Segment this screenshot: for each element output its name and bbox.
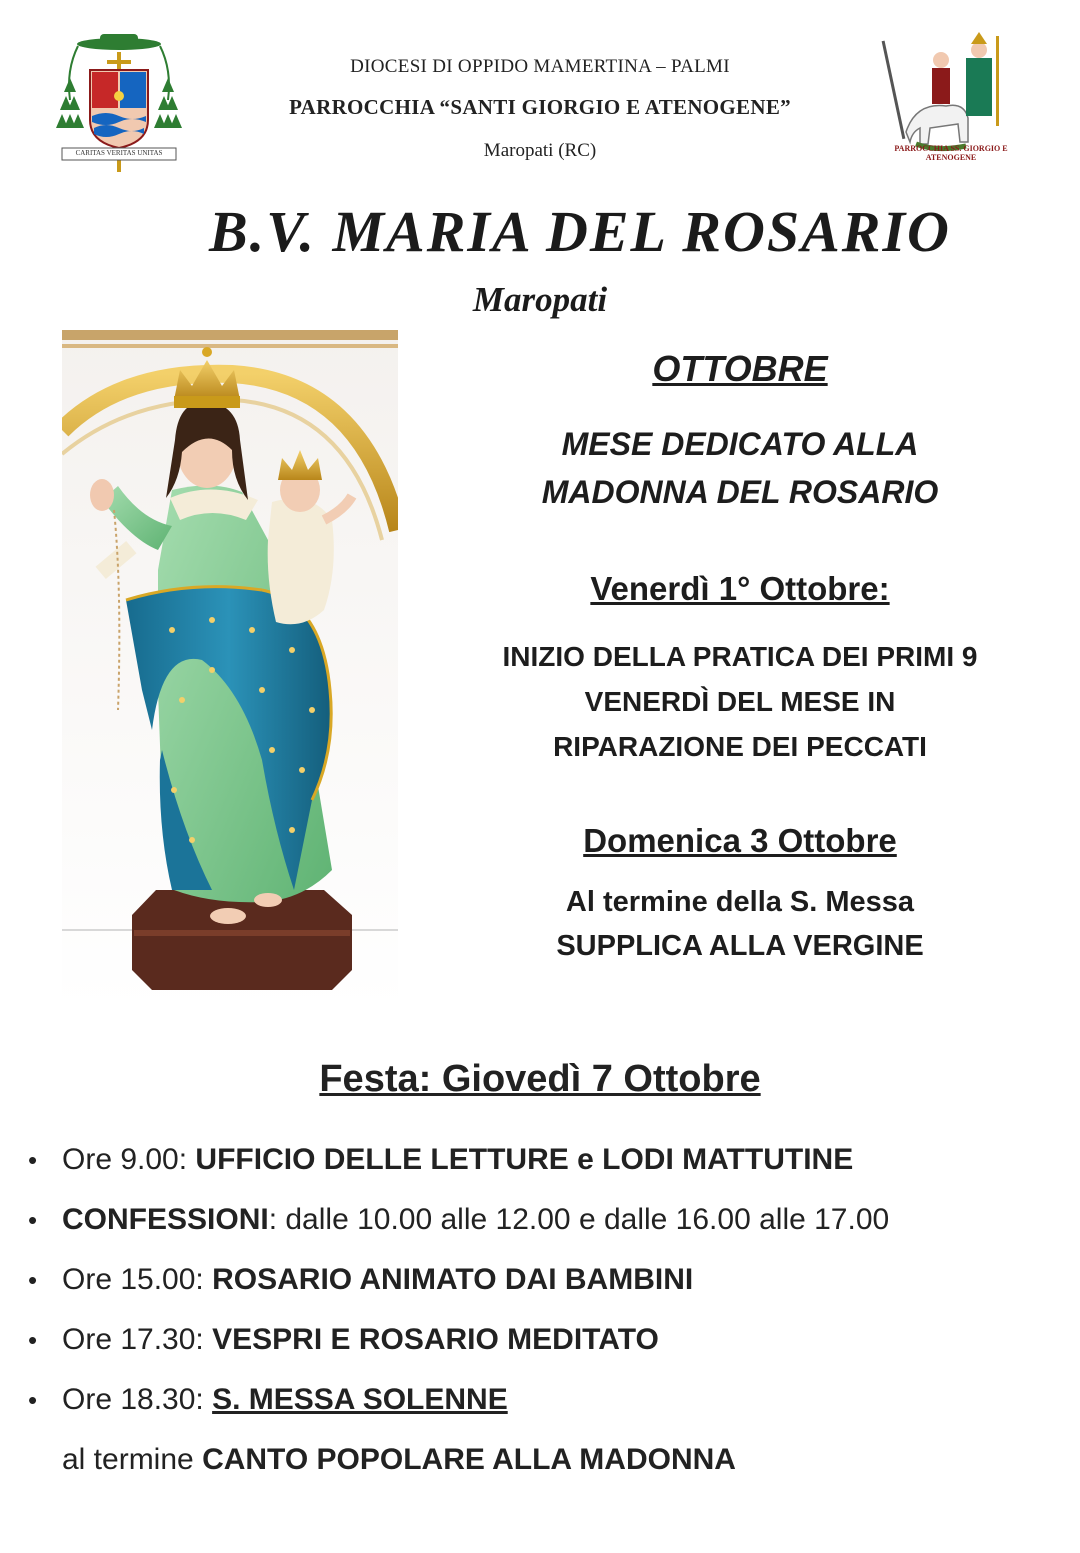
dedication-text bbox=[420, 420, 1060, 516]
schedule-time: Ore 15.00: bbox=[62, 1263, 204, 1296]
event-2-date: Domenica 3 Ottobre bbox=[583, 822, 897, 859]
festa-heading: Festa: Giovedì 7 Ottobre bbox=[319, 1058, 761, 1100]
town-name: Maropati (RC) bbox=[483, 140, 597, 161]
schedule-join: e bbox=[577, 1143, 594, 1176]
schedule-note: al termine bbox=[62, 1443, 194, 1476]
schedule-time: Ore 18.30: bbox=[62, 1383, 204, 1416]
madonna-statue-photo bbox=[62, 330, 398, 1010]
month-heading: OTTOBRE bbox=[652, 348, 828, 389]
schedule-time: : dalle 10.00 alle 12.00 e dalle 16.00 alle 17.00 bbox=[268, 1203, 890, 1236]
seal-text: PARROCCHIA SS. GIORGIO E ATENOGENE bbox=[894, 144, 1008, 162]
parish-saints-seal-icon bbox=[876, 32, 1022, 160]
event-1-line-2: VENERDÌ DEL MESE IN bbox=[584, 686, 896, 717]
event-2-line-2: SUPPLICA ALLA VERGINE bbox=[556, 930, 924, 962]
schedule-activity: UFFICIO DELLE LETTURE bbox=[195, 1143, 569, 1176]
schedule-item bbox=[28, 1130, 1068, 1190]
schedule-item bbox=[28, 1370, 1068, 1430]
page-title: B.V. MARIA DEL ROSARIO bbox=[209, 199, 951, 264]
dedication-line-1: MESE DEDICATO ALLA bbox=[561, 426, 919, 462]
dedication-line-2: MADONNA DEL ROSARIO bbox=[541, 474, 939, 510]
bullet-icon: • bbox=[28, 1145, 38, 1175]
episcopal-coat-of-arms-icon bbox=[56, 30, 182, 175]
bullet-icon: • bbox=[28, 1385, 38, 1415]
event-1-date: Venerdì 1° Ottobre: bbox=[590, 570, 890, 607]
schedule-item bbox=[28, 1190, 1068, 1250]
bullet-icon: • bbox=[28, 1205, 38, 1235]
bullet-icon: • bbox=[28, 1265, 38, 1295]
page-subtitle: Maropati bbox=[472, 280, 608, 319]
festa-schedule bbox=[28, 1130, 1068, 1490]
diocese-name: DIOCESI DI OPPIDO MAMERTINA – PALMI bbox=[350, 56, 730, 77]
bullet-icon: • bbox=[28, 1325, 38, 1355]
schedule-activity: CONFESSIONI bbox=[62, 1203, 269, 1236]
event-1-line-1: INIZIO DELLA PRATICA DEI PRIMI 9 bbox=[502, 641, 978, 672]
event-1-line-3: RIPARAZIONE DEI PECCATI bbox=[553, 731, 927, 762]
schedule-item bbox=[28, 1310, 1068, 1370]
schedule-item bbox=[28, 1250, 1068, 1310]
schedule-time: Ore 17.30: bbox=[62, 1323, 204, 1356]
event-1-description bbox=[420, 634, 1060, 769]
motto-text: CARITAS VERITAS UNITAS bbox=[75, 149, 163, 157]
schedule-activity: VESPRI E ROSARIO MEDITATO bbox=[212, 1323, 659, 1356]
event-2-line-1: Al termine della S. Messa bbox=[565, 886, 915, 918]
schedule-activity: CANTO POPOLARE ALLA MADONNA bbox=[202, 1443, 736, 1476]
parish-name: PARROCCHIA “SANTI GIORGIO E ATENOGENE” bbox=[289, 95, 791, 119]
schedule-time: Ore 9.00: bbox=[62, 1143, 188, 1176]
schedule-activity-2: LODI MATTUTINE bbox=[602, 1143, 854, 1176]
schedule-activity: S. MESSA SOLENNE bbox=[212, 1383, 508, 1416]
schedule-activity: ROSARIO ANIMATO DAI BAMBINI bbox=[212, 1263, 694, 1296]
schedule-item bbox=[28, 1430, 1068, 1490]
